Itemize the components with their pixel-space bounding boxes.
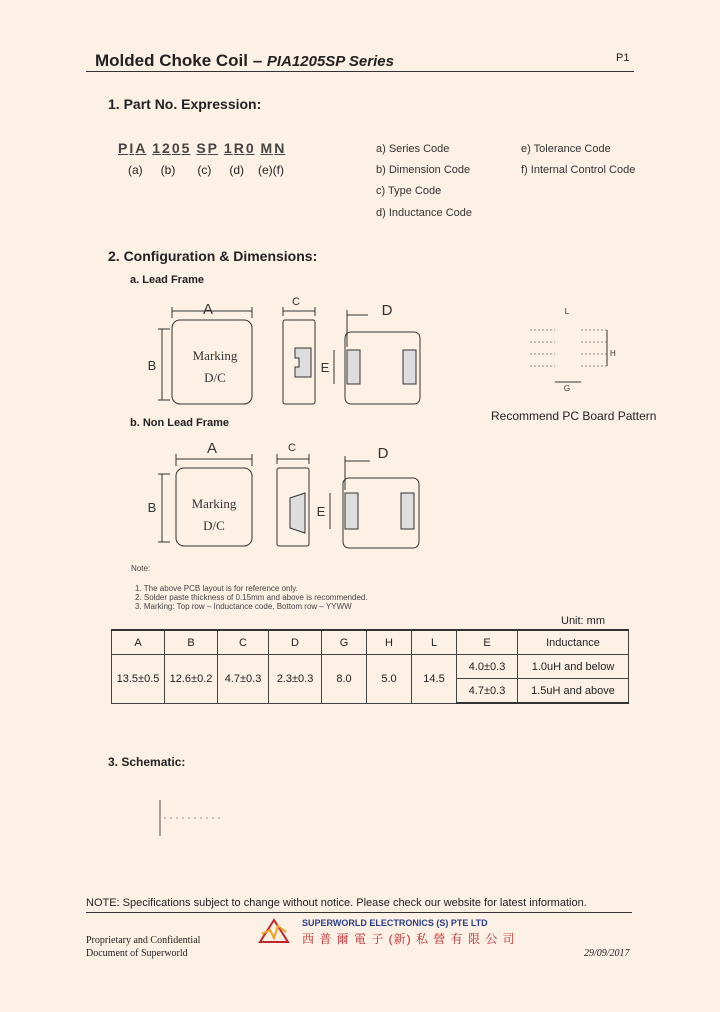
dim-B-label: B — [147, 358, 157, 373]
dim-E-label-2: E — [316, 504, 326, 519]
code-e: e) Tolerance Code — [521, 143, 611, 155]
dim-D-label-2: D — [377, 445, 389, 462]
non-lead-frame-label: b. Non Lead Frame — [130, 417, 230, 429]
dim-E-label: E — [320, 360, 330, 375]
section3-heading: 3. Schematic: — [108, 755, 186, 769]
header-cell: B — [165, 630, 218, 655]
dim-D-label: D — [381, 302, 393, 319]
pcb-H-label: H — [610, 349, 616, 358]
marking-text: Marking — [192, 348, 238, 363]
dim-A-label: A — [202, 301, 214, 318]
cell-inductance: 1.0uH and below — [518, 655, 629, 679]
pcb-G-label: G — [563, 384, 571, 393]
dim-C-label: C — [292, 296, 300, 308]
table-header-row — [112, 630, 629, 655]
lead-frame-drawing — [140, 292, 440, 410]
pcb-caption: Recommend PC Board Pattern — [491, 409, 657, 423]
footer-rule — [86, 912, 632, 913]
company-logo-icon — [258, 918, 290, 944]
section2-heading: 2. Configuration & Dimensions: — [108, 248, 318, 264]
dim-A-label-2: A — [206, 440, 218, 457]
header-cell: Inductance — [518, 630, 629, 655]
schematic-drawing — [150, 796, 230, 840]
document-of-text: Document of Superworld — [86, 948, 188, 959]
part-number: PIA 1205 SP 1R0 MN — [118, 140, 286, 156]
cell-G: 8.0 — [322, 655, 367, 704]
proprietary-text: Proprietary and Confidential — [86, 935, 201, 946]
dc-text-2: D/C — [203, 518, 225, 533]
pcb-pattern-drawing — [515, 300, 635, 400]
header-cell: D — [269, 630, 322, 655]
cell-E: 4.7±0.3 — [457, 679, 518, 704]
dimension-table — [111, 629, 629, 704]
date-text: 29/09/2017 — [584, 948, 630, 959]
note-1: 1. The above PCB layout is for reference only. — [135, 584, 298, 593]
unit-label: Unit: mm — [561, 615, 605, 627]
dim-C-label-2: C — [288, 442, 296, 454]
cell-B: 12.6±0.2 — [165, 655, 218, 704]
dc-text: D/C — [204, 370, 226, 385]
page-number: P1 — [616, 52, 630, 64]
code-d: d) Inductance Code — [376, 207, 473, 219]
header-cell: G — [322, 630, 367, 655]
note-3: 3. Marking: Top row – Inductance code, Bottom row – YYWW — [135, 602, 352, 611]
header-cell: L — [412, 630, 457, 655]
document-title: Molded Choke Coil – PIA1205SP Series — [95, 51, 394, 70]
non-lead-frame-drawing — [140, 438, 440, 550]
cell-H: 5.0 — [367, 655, 412, 704]
footer-note: NOTE: Specifications subject to change without notice. Please check our website for latest information. — [86, 897, 587, 909]
table-row — [112, 655, 629, 679]
header-cell: E — [457, 630, 518, 655]
marking-text-2: Marking — [191, 496, 237, 511]
company-name-cn: 西 普 爾 電 子 (新) 私 營 有 限 公 司 — [302, 932, 516, 946]
dim-B-label-2: B — [147, 500, 157, 515]
code-a: a) Series Code — [376, 143, 450, 155]
note-title: Note: — [131, 564, 151, 573]
pcb-L-label: L — [564, 307, 570, 316]
note-2: 2. Solder paste thickness of 0.15mm and above is recommended. — [135, 593, 368, 602]
cell-L: 14.5 — [412, 655, 457, 704]
header-cell: A — [112, 630, 165, 655]
cell-C: 4.7±0.3 — [218, 655, 269, 704]
code-c: c) Type Code — [376, 185, 442, 197]
section1-heading: 1. Part No. Expression: — [108, 96, 262, 112]
cell-A: 13.5±0.5 — [112, 655, 165, 704]
cell-inductance: 1.5uH and above — [518, 679, 629, 704]
header-cell: C — [218, 630, 269, 655]
header-cell: H — [367, 630, 412, 655]
cell-E: 4.0±0.3 — [457, 655, 518, 679]
code-b: b) Dimension Code — [376, 164, 471, 176]
part-field-labels: (a) (b) (c) (d) (e)(f) — [128, 163, 285, 177]
company-name-en: SUPERWORLD ELECTRONICS (S) PTE LTD — [302, 918, 488, 928]
cell-D: 2.3±0.3 — [269, 655, 322, 704]
code-f: f) Internal Control Code — [521, 164, 636, 176]
header-rule — [86, 71, 634, 72]
lead-frame-label: a. Lead Frame — [130, 274, 204, 286]
